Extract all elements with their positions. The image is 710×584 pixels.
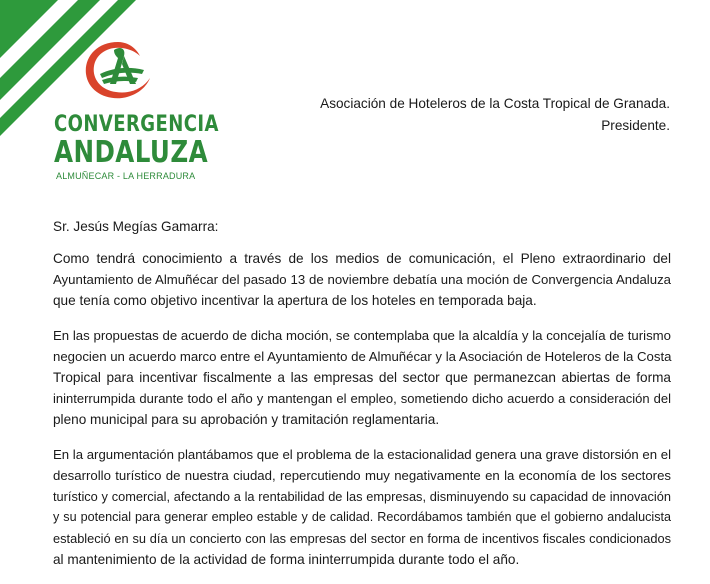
party-logo-a-icon — [78, 36, 158, 106]
salutation: Sr. Jesús Megías Gamarra: — [53, 219, 219, 234]
recipient-role: Presidente. — [601, 118, 670, 133]
paragraph-2 — [53, 325, 671, 430]
text-line: al mantenimiento de la actividad de forma ininterrumpida durante todo el año. — [53, 552, 520, 567]
text-line: negocien un acuerdo marco entre el Ayuntamiento de Almuñécar y la Asociación de Hoteleros de la Costa — [53, 349, 672, 364]
text-line: y su potencial para generar empleo estable y de calidad. Recordábamos también que el gobierno andalucista — [53, 510, 671, 524]
text-line: En la argumentación plantábamos que el problema de la estacionalidad genera una grave distorsión en el — [53, 447, 672, 462]
text-line: estableció en su día un concierto con las empresas del sector en forma de incentivos fiscales condicionados — [53, 531, 671, 546]
text-line: Como tendrá conocimiento a través de los medios de comunicación, el Pleno extraordinario del — [53, 251, 671, 266]
text-line: que tenía como objetivo incentivar la apertura de los hoteles en temporada baja. — [53, 293, 537, 308]
text-line: turístico y comercial, afectando a la rentabilidad de las empresas, disminuyendo su capacidad de innovación — [53, 489, 671, 504]
logo-text-convergencia: CONVERGENCIA — [54, 112, 219, 137]
recipient-block — [320, 93, 670, 137]
logo-subtitle: ALMUÑECAR - LA HERRADURA — [56, 171, 196, 181]
text-line: ininterrumpida durante todo el año y mantengan el empleo, sometiendo dicho acuerdo a consideración del — [53, 391, 671, 406]
logo-text-andaluza: ANDALUZA — [54, 135, 209, 170]
recipient-organization: Asociación de Hoteleros de la Costa Tropical de Granada. — [320, 96, 670, 111]
text-line: Tropical para incentivar fiscalmente a las empresas del sector que permanezcan abiertas de forma — [53, 370, 671, 385]
text-line: Ayuntamiento de Almuñécar del pasado 13 de noviembre debatía una moción de Convergencia Andaluza — [53, 272, 671, 287]
text-line: En las propuestas de acuerdo de dicha moción, se contemplaba que la alcaldía y la concejalía de turismo — [53, 328, 671, 343]
text-line: pleno municipal para su aprobación y tramitación reglamentaria. — [53, 412, 440, 427]
paragraph-3 — [53, 444, 671, 570]
letter-body — [53, 248, 671, 584]
party-logo — [54, 36, 219, 186]
text-line: desarrollo turístico de nuestra ciudad, repercutiendo muy negativamente en la economía de los sectores — [53, 468, 671, 483]
paragraph-1 — [53, 248, 671, 311]
